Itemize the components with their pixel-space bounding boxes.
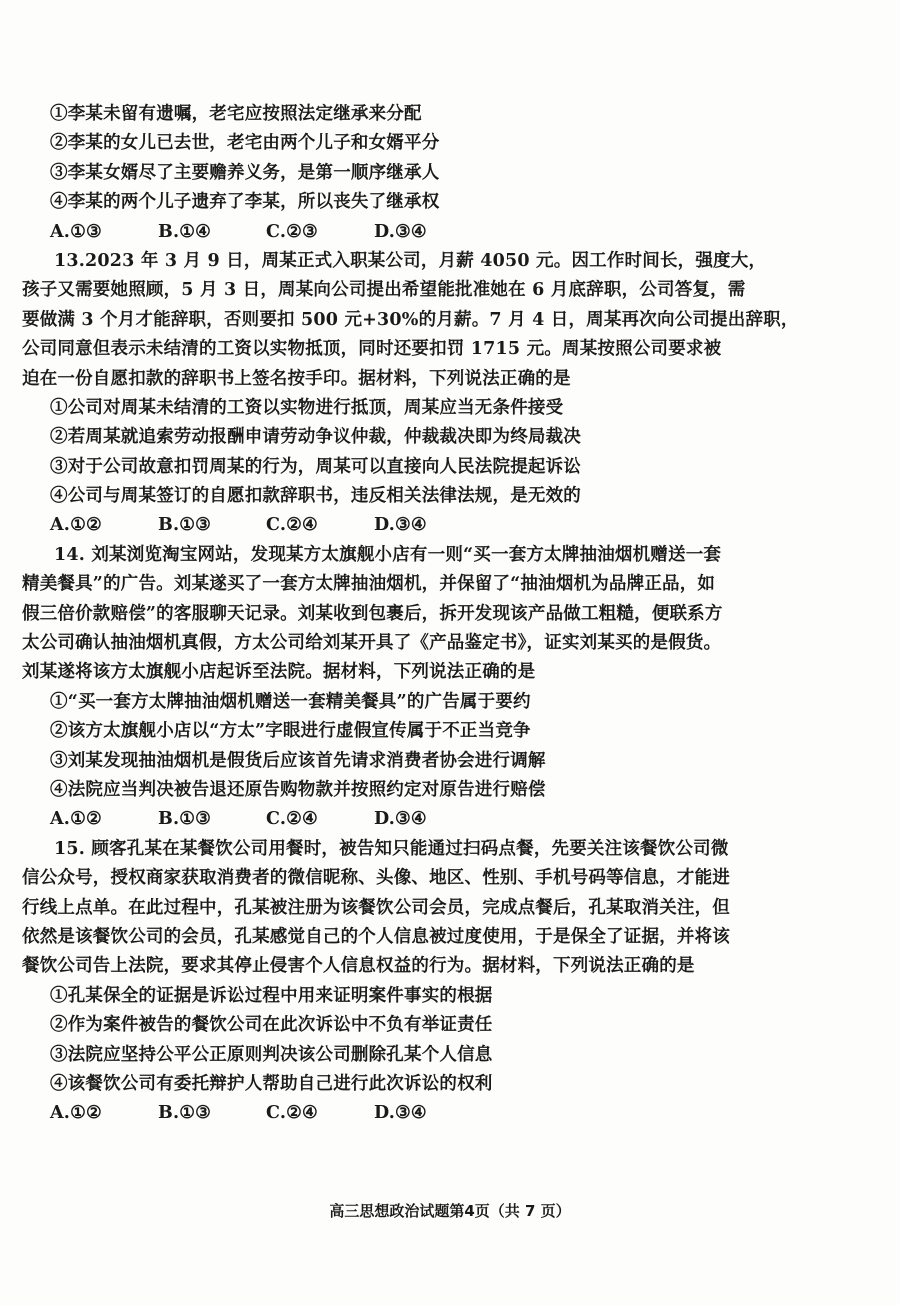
q15-stem-line-2: 信公众号，授权商家获取消费者的微信昵称、头像、地区、性别、手机号码等信息，才能进 [22, 868, 730, 889]
q13-choice-d: D.③④ [374, 515, 427, 536]
q13-option-1: ①公司对周某未结清的工资以实物进行抵顶，周某应当无条件接受 [50, 397, 564, 418]
q13-stem-line-2: 孩子又需要她照顾，5 月 3 日，周某向公司提出希望能批准她在 6 月底辞职，公司答复，需 [22, 280, 746, 301]
q12-choices [22, 218, 880, 247]
question-15 [22, 835, 880, 1129]
q15-stem-line-3: 行线上点单。在此过程中，孔某被注册为该餐饮公司会员，完成点餐后，孔某取消关注，但 [22, 897, 730, 918]
q15-stem-line-5: 餐饮公司告上法院，要求其停止侵害个人信息权益的行为。据材料，下列说法正确的是 [22, 956, 695, 977]
q15-option-4: ④该餐饮公司有委托辩护人帮助自己进行此次诉讼的权利 [50, 1073, 493, 1094]
q12-option-2: ②李某的女儿已去世，老宅由两个儿子和女婿平分 [50, 133, 440, 154]
q12-option-4: ④李某的两个儿子遗弃了李某，所以丧失了继承权 [50, 192, 440, 213]
q14-option-1: ①“买一套方太牌抽油烟机赠送一套精美餐具”的广告属于要约 [50, 691, 531, 712]
q13-option-4: ④公司与周某签订的自愿扣款辞职书，违反相关法律法规，是无效的 [50, 486, 581, 507]
exam-content [22, 100, 880, 1129]
q15-option-1: ①孔某保全的证据是诉讼过程中用来证明案件事实的根据 [50, 985, 493, 1006]
page-footer: 高三思想政治试题第4页（共 7 页） [329, 1202, 571, 1220]
q12-option-3: ③李某女婿尽了主要赡养义务，是第一顺序继承人 [50, 162, 440, 183]
q15-choices [22, 1099, 880, 1128]
q15-option-3: ③法院应坚持公平公正原则判决该公司删除孔某个人信息 [50, 1044, 493, 1065]
q12-choice-d: D.③④ [374, 221, 427, 242]
q13-choice-c: C.②④ [266, 515, 318, 536]
q14-stem-line-4: 太公司确认抽油烟机真假，方太公司给刘某开具了《产品鉴定书》，证实刘某买的是假货。 [22, 633, 722, 654]
q15-choice-c: C.②④ [266, 1103, 318, 1124]
q15-stem-line-1: 15. 顾客孔某在某餐饮公司用餐时，被告知只能通过扫码点餐，先要关注该餐饮公司微 [54, 838, 729, 859]
q14-choice-d: D.③④ [374, 809, 427, 830]
q15-stem-line-4: 依然是该餐饮公司的会员，孔某感觉自己的个人信息被过度使用，于是保全了证据，并将该 [22, 926, 730, 947]
q12-choice-a: A.①③ [50, 221, 102, 242]
q13-stem-line-1: 13.2023 年 3 月 9 日，周某正式入职某公司，月薪 4050 元。因工作时间长，强度大， [54, 250, 767, 271]
q13-stem-line-5: 迫在一份自愿扣款的辞职书上签名按手印。据材料，下列说法正确的是 [22, 368, 571, 389]
q13-stem-line-3: 要做满 3 个月才能辞职，否则要扣 500 元+30%的月薪。7 月 4 日，周某再次向公司提出辞职， [22, 309, 799, 330]
q14-choice-c: C.②④ [266, 809, 318, 830]
question-13 [22, 247, 880, 541]
q15-choice-b: B.①③ [158, 1103, 212, 1124]
q15-option-2: ②作为案件被告的餐饮公司在此次诉讼中不负有举证责任 [50, 1015, 493, 1036]
q13-option-3: ③对于公司故意扣罚周某的行为，周某可以直接向人民法院提起诉讼 [50, 456, 581, 477]
q14-option-2: ②该方太旗舰小店以“方太”字眼进行虚假宣传属于不正当竞争 [50, 721, 531, 742]
q12-choice-c: C.②③ [266, 221, 318, 242]
q14-choices [22, 805, 880, 834]
question-14 [22, 541, 880, 835]
q13-choice-b: B.①③ [158, 515, 212, 536]
q15-choice-d: D.③④ [374, 1103, 427, 1124]
q14-stem-line-3: 假三倍价款赔偿”的客服聊天记录。刘某收到包裹后，拆开发现该产品做工粗糙，便联系方 [22, 603, 723, 624]
q13-choices [22, 511, 880, 540]
q14-choice-a: A.①② [50, 809, 102, 830]
q14-stem-line-1: 14. 刘某浏览淘宝网站，发现某方太旗舰小店有一则“买一套方太牌抽油烟机赠送一套 [54, 544, 722, 565]
q14-stem-line-2: 精美餐具”的广告。刘某遂买了一套方太牌抽油烟机，并保留了“抽油烟机为品牌正品，如 [22, 574, 716, 595]
q12-choice-b: B.①④ [158, 221, 212, 242]
q14-stem-line-5: 刘某遂将该方太旗舰小店起诉至法院。据材料，下列说法正确的是 [22, 662, 536, 683]
question-12 [22, 100, 880, 247]
q14-option-4: ④法院应当判决被告退还原告购物款并按照约定对原告进行赔偿 [50, 779, 546, 800]
q12-option-1: ①李某未留有遗嘱，老宅应按照法定继承来分配 [50, 104, 422, 124]
q15-choice-a: A.①② [50, 1103, 102, 1124]
q13-stem-line-4: 公司同意但表示未结清的工资以实物抵顶，同时还要扣罚 1715 元。周某按照公司要求被 [22, 339, 722, 360]
q14-choice-b: B.①③ [158, 809, 212, 830]
q14-option-3: ③刘某发现抽油烟机是假货后应该首先请求消费者协会进行调解 [50, 750, 546, 771]
q13-option-2: ②若周某就追索劳动报酬申请劳动争议仲裁，仲裁裁决即为终局裁决 [50, 427, 581, 448]
q13-choice-a: A.①② [50, 515, 102, 536]
